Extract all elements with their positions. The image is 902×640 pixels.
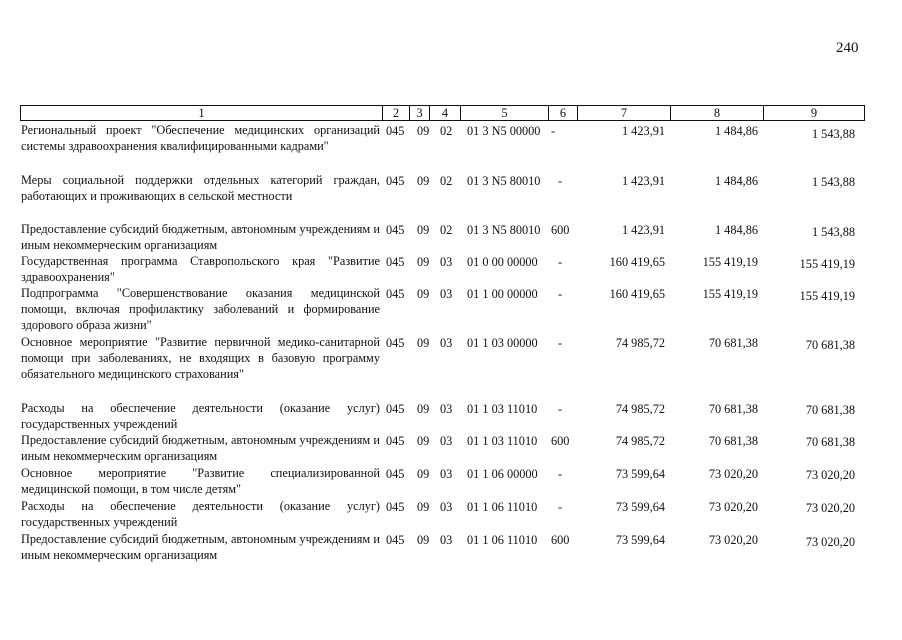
header-col-9: 9 [763,105,865,121]
row-subsection: 03 [440,402,453,416]
row-value-col7: 1 423,91 [621,124,665,138]
row-expense-type: - [558,402,563,416]
row-value-col7: 73 599,64 [615,533,665,547]
row-section: 09 [417,223,430,237]
row-admin-code: 045 [386,223,405,237]
row-expense-type: - [551,124,556,138]
row-value-col7: 73 599,64 [615,500,665,514]
row-value-col9: 73 020,20 [805,501,855,515]
row-value-col7: 74 985,72 [615,434,665,448]
row-value-col9: 1 543,88 [811,225,855,239]
row-value-col7: 1 423,91 [621,223,665,237]
row-target-code: 01 3 N5 80010 [467,174,541,188]
row-expense-type: - [558,336,563,350]
row-expense-type: - [558,467,563,481]
header-col-6: 6 [548,105,577,121]
row-name: Расходы на обеспечение деятельности (оказание услуг) государственных учреждений [21,499,380,529]
row-value-col9: 73 020,20 [805,468,855,482]
row-value-col7: 74 985,72 [615,336,665,350]
row-value-col8: 155 419,19 [702,255,758,269]
row-value-col8: 73 020,20 [708,533,758,547]
header-col-5: 5 [460,105,548,121]
row-admin-code: 045 [386,402,405,416]
row-target-code: 01 1 03 00000 [467,336,538,350]
row-value-col8: 1 484,86 [714,174,758,188]
row-target-code: 01 1 06 00000 [467,467,538,481]
row-target-code: 01 1 00 00000 [467,287,538,301]
page-number: 240 [836,40,859,56]
row-subsection: 02 [440,223,453,237]
row-target-code: 01 1 06 11010 [467,533,538,547]
header-col-3: 3 [409,105,429,121]
row-name: Региональный проект "Обеспечение медицинских организаций системы здравоохранения квалифицированными кадрами" [21,123,380,153]
row-name: Расходы на обеспечение деятельности (оказание услуг) государственных учреждений [21,401,380,431]
row-admin-code: 045 [386,124,405,138]
row-value-col8: 73 020,20 [708,500,758,514]
row-admin-code: 045 [386,434,405,448]
row-subsection: 03 [440,467,453,481]
row-expense-type: 600 [551,533,570,547]
row-value-col9: 155 419,19 [799,257,855,271]
row-expense-type: - [558,174,563,188]
row-subsection: 03 [440,500,453,514]
row-value-col9: 70 681,38 [805,338,855,352]
row-value-col9: 1 543,88 [811,127,855,141]
row-name: Основное мероприятие "Развитие первичной медико-санитарной помощи при заболеваниях, не входящих в базовую программу обязательного медицинского страхования" [21,335,380,381]
row-expense-type: 600 [551,223,570,237]
row-name: Предоставление субсидий бюджетным, автономным учреждениям и иным некоммерческим организациям [21,433,380,463]
row-expense-type: 600 [551,434,570,448]
row-subsection: 03 [440,533,453,547]
row-subsection: 02 [440,124,453,138]
row-value-col9: 155 419,19 [799,289,855,303]
row-target-code: 01 3 N5 80010 [467,223,541,237]
row-admin-code: 045 [386,174,405,188]
row-target-code: 01 1 03 11010 [467,434,538,448]
row-admin-code: 045 [386,336,405,350]
row-target-code: 01 0 00 00000 [467,255,538,269]
row-name: Предоставление субсидий бюджетным, автономным учреждениям и иным некоммерческим организациям [21,222,380,252]
row-value-col7: 160 419,65 [609,255,665,269]
row-admin-code: 045 [386,500,405,514]
row-value-col7: 1 423,91 [621,174,665,188]
header-col-8: 8 [670,105,763,121]
row-section: 09 [417,124,430,138]
row-section: 09 [417,402,430,416]
row-subsection: 03 [440,336,453,350]
row-section: 09 [417,434,430,448]
row-section: 09 [417,533,430,547]
row-name: Предоставление субсидий бюджетным, автономным учреждениям и иным некоммерческим организациям [21,532,380,562]
row-section: 09 [417,255,430,269]
row-value-col8: 1 484,86 [714,223,758,237]
row-value-col9: 70 681,38 [805,403,855,417]
row-target-code: 01 1 06 11010 [467,500,538,514]
row-admin-code: 045 [386,255,405,269]
row-section: 09 [417,336,430,350]
row-name: Меры социальной поддержки отдельных категорий граждан, работающих и проживающих в сельской местности [21,173,380,203]
header-col-1: 1 [20,105,382,121]
row-subsection: 02 [440,174,453,188]
row-value-col7: 73 599,64 [615,467,665,481]
row-value-col9: 70 681,38 [805,435,855,449]
row-section: 09 [417,467,430,481]
row-name: Основное мероприятие "Развитие специализированной медицинской помощи, в том числе детям" [21,466,380,496]
header-col-7: 7 [577,105,670,121]
row-value-col7: 74 985,72 [615,402,665,416]
row-value-col9: 73 020,20 [805,535,855,549]
row-section: 09 [417,287,430,301]
row-admin-code: 045 [386,467,405,481]
row-value-col8: 70 681,38 [708,402,758,416]
row-expense-type: - [558,287,563,301]
row-section: 09 [417,500,430,514]
row-value-col8: 155 419,19 [702,287,758,301]
row-target-code: 01 1 03 11010 [467,402,538,416]
row-value-col9: 1 543,88 [811,175,855,189]
row-admin-code: 045 [386,533,405,547]
row-subsection: 03 [440,434,453,448]
row-name: Государственная программа Ставропольского края "Развитие здравоохранения" [21,254,380,284]
row-value-col8: 73 020,20 [708,467,758,481]
header-col-2: 2 [382,105,409,121]
row-name: Подпрограмма "Совершенствование оказания медицинской помощи, включая профилактику заболеваний и формирование здорового образа жизни" [21,286,380,332]
row-expense-type: - [558,500,563,514]
header-col-4: 4 [429,105,460,121]
row-value-col8: 70 681,38 [708,336,758,350]
row-value-col7: 160 419,65 [609,287,665,301]
row-target-code: 01 3 N5 00000 [467,124,541,138]
row-subsection: 03 [440,255,453,269]
row-admin-code: 045 [386,287,405,301]
row-value-col8: 1 484,86 [714,124,758,138]
row-section: 09 [417,174,430,188]
row-subsection: 03 [440,287,453,301]
row-value-col8: 70 681,38 [708,434,758,448]
row-expense-type: - [558,255,563,269]
